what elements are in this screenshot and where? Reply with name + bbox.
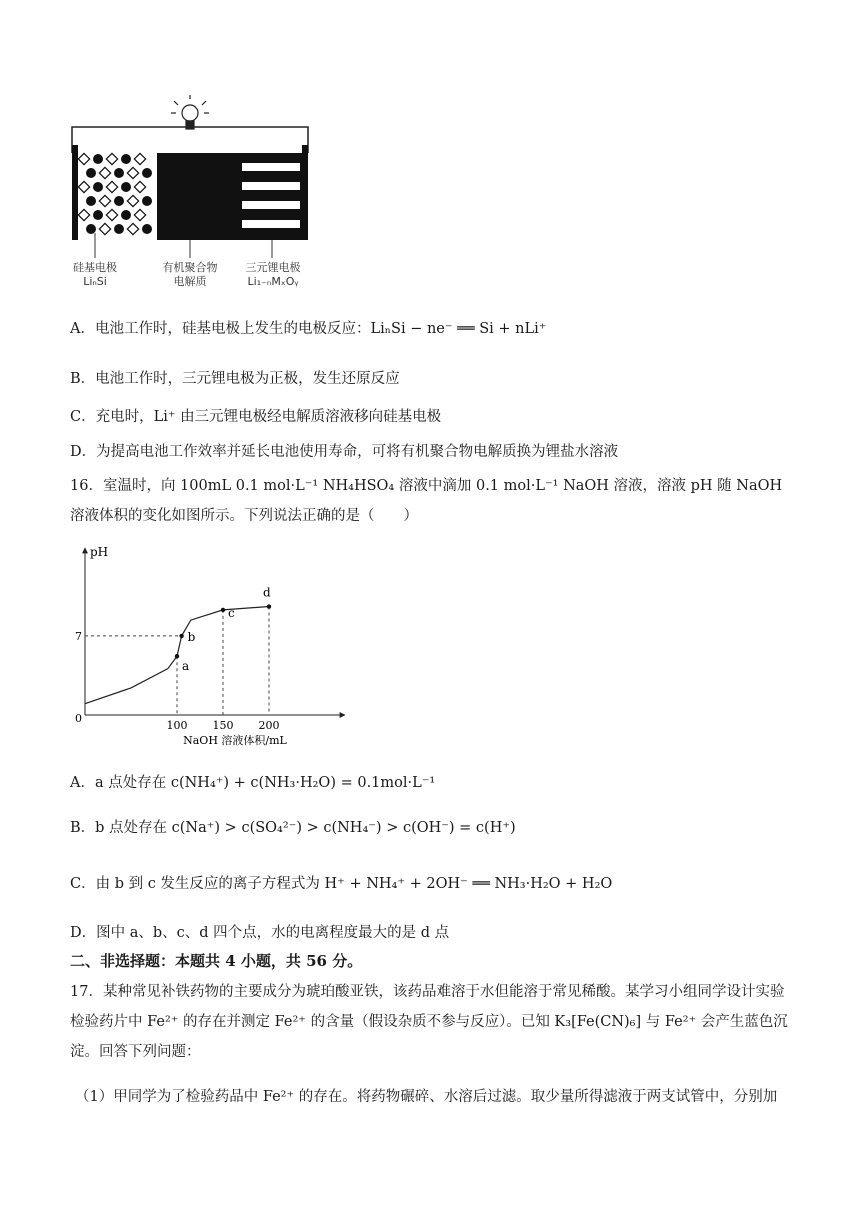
q16-option-b: B．b 点处存在 c(Na⁺) > c(SO₄²⁻) > c(NH₄⁻) > c(OH⁻) = c(H⁺) [70, 820, 516, 836]
silicon-electrode-label: 硅基电极 [73, 261, 117, 274]
q15-option-d: D．为提高电池工作效率并延长电池使用寿命，可将有机聚合物电解质换为锂盐水溶液 [70, 444, 619, 460]
section-heading: 二、非选择题：本题共 4 小题，共 56 分。 [70, 952, 363, 970]
point-c [221, 608, 225, 612]
origin-label: 0 [75, 712, 82, 725]
silicon-electrode [78, 153, 152, 234]
ph-chart [70, 540, 350, 750]
q17-sub1: （1）甲同学为了检验药品中 Fe²⁺ 的存在。将药物碾碎、水溶后过滤。取少量所得滤液于两支试管中，分别加 [75, 1089, 778, 1105]
light-bulb-icon [171, 95, 209, 129]
q15-option-a: A．电池工作时，硅基电极上发生的电极反应：LiₙSi − ne⁻ ══ Si + nLi⁺ [70, 321, 547, 337]
point-label-b: b [187, 629, 196, 644]
point-label-a: a [182, 659, 190, 674]
q17-paragraph: 17．某种常见补铁药物的主要成分为琥珀酸亚铁，该药品难溶于水但能溶于常见稀酸。某学习小组同学设计实验检验药片中 Fe²⁺ 的存在并测定 Fe²⁺ 的含量（假设杂质不参与反应）。已知 K₃[Fe(CN)₆] 与 Fe²⁺ 会产生蓝色沉淀。回答下列问题： [70, 984, 788, 1060]
ternary-electrode-label: 三元锂电极 [245, 261, 301, 274]
q16-option-c: C．由 b 到 c 发生反应的离子方程式为 H⁺ + NH₄⁺ + 2OH⁻ ══ NH₃·H₂O + H₂O [70, 876, 613, 892]
polymer-label-1: 有机聚合物 [162, 261, 218, 274]
x-tick-label: 200 [258, 719, 280, 732]
q16-option-a: A．a 点处存在 c(NH₄⁺) + c(NH₃·H₂O) = 0.1mol·L⁻¹ [70, 775, 436, 791]
y-tick-label: 7 [75, 629, 82, 643]
point-b [179, 634, 183, 638]
silicon-formula: LiₙSi [83, 275, 107, 288]
ph-chart-svg [70, 540, 350, 750]
polymer-label-2: 电解质 [173, 275, 207, 288]
point-label-c: c [228, 605, 235, 620]
x-tick-label: 100 [166, 719, 188, 732]
point-a [175, 654, 179, 658]
ternary-electrode [239, 153, 302, 240]
x-tick-label: 150 [212, 719, 234, 732]
battery-figure [62, 95, 322, 295]
q16-stem: 16．室温时，向 100mL 0.1 mol·L⁻¹ NH₄HSO₄ 溶液中滴加 0.1 mol·L⁻¹ NaOH 溶液，溶液 pH 随 NaOH 溶液体积的变化如图所示。下列说法正确的是（ ） [70, 478, 783, 524]
polymer-electrolyte [157, 153, 239, 240]
q16-option-d: D．图中 a、b、c、d 四个点，水的电离程度最大的是 d 点 [70, 925, 450, 941]
x-axis-label: NaOH 溶液体积/mL [183, 734, 287, 747]
point-d [267, 604, 271, 608]
q15-option-b: B．电池工作时，三元锂电极为正极，发生还原反应 [70, 371, 400, 387]
q15-option-c: C．充电时，Li⁺ 由三元锂电极经电解质溶液移向硅基电极 [70, 409, 442, 425]
point-label-d: d [263, 585, 271, 600]
ternary-formula: Li₁₋ₙMₓOᵧ [247, 275, 299, 288]
y-axis-label: pH [90, 545, 109, 559]
